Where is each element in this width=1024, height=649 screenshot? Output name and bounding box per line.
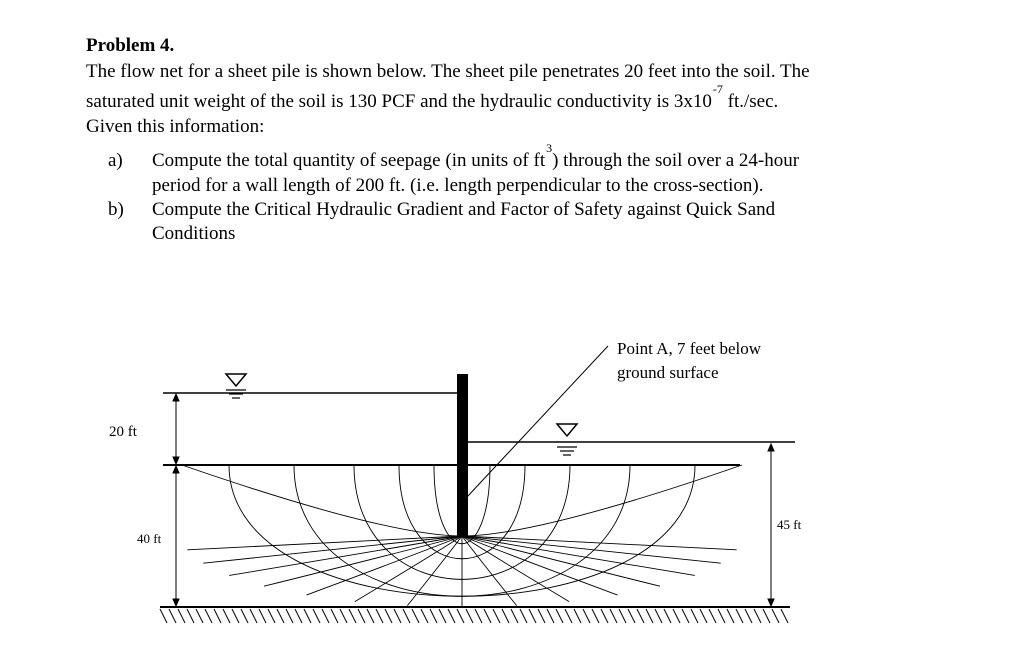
question-a-line-2: period for a wall length of 200 ft. (i.e. length perpendicular to the cross-section). xyxy=(152,175,764,196)
hatch-line xyxy=(322,609,329,623)
dim-label-45ft: 45 ft xyxy=(777,517,802,532)
hatch-line xyxy=(493,609,500,623)
hatch-line xyxy=(403,609,410,623)
hatch-line xyxy=(385,609,392,623)
base-hatching xyxy=(160,609,788,623)
hatch-line xyxy=(430,609,437,623)
hatch-line xyxy=(709,609,716,623)
hatch-line xyxy=(718,609,725,623)
problem-title: Problem 4. xyxy=(86,35,175,56)
equipotential-line xyxy=(462,465,742,536)
hatch-line xyxy=(682,609,689,623)
hatch-line xyxy=(781,609,788,623)
question-b-line-1: Compute the Critical Hydraulic Gradient and Factor of Safety against Quick Sand xyxy=(152,199,776,220)
hatch-line xyxy=(232,609,239,623)
dimension-45ft xyxy=(768,444,774,606)
equipotential-line xyxy=(462,536,721,563)
point-a-label-line-1: Point A, 7 feet below xyxy=(617,339,762,358)
cube-exponent: 3 xyxy=(546,141,553,155)
sheet-pile xyxy=(457,374,468,536)
hatch-line xyxy=(547,609,554,623)
hatch-line xyxy=(277,609,284,623)
statement-line-2a: saturated unit weight of the soil is 130 PCF and the hydraulic conductivity is 3x10 xyxy=(86,91,712,112)
statement-line-2b: ft./sec. xyxy=(727,91,779,112)
hatch-line xyxy=(268,609,275,623)
hatch-line xyxy=(187,609,194,623)
dimension-40ft xyxy=(173,466,179,606)
hatch-line xyxy=(592,609,599,623)
hatch-line xyxy=(295,609,302,623)
hatch-line xyxy=(304,609,311,623)
equipotential-line xyxy=(462,536,660,586)
hatch-line xyxy=(736,609,743,623)
hatch-line xyxy=(691,609,698,623)
hatch-line xyxy=(214,609,221,623)
hatch-line xyxy=(565,609,572,623)
question-b-line-2: Conditions xyxy=(152,223,236,244)
question-a-line-1a: Compute the total quantity of seepage (in units of ft xyxy=(152,150,546,171)
hatch-line xyxy=(484,609,491,623)
hatch-line xyxy=(286,609,293,623)
hatch-line xyxy=(466,609,473,623)
hatch-line xyxy=(241,609,248,623)
point-a-leader xyxy=(467,346,608,497)
point-a-label-line-2: ground surface xyxy=(617,363,719,382)
hatch-line xyxy=(358,609,365,623)
hatch-line xyxy=(529,609,536,623)
question-a-label: a) xyxy=(108,150,123,171)
hatch-line xyxy=(340,609,347,623)
hatch-line xyxy=(196,609,203,623)
hatch-line xyxy=(754,609,761,623)
hatch-line xyxy=(475,609,482,623)
hatch-line xyxy=(772,609,779,623)
hatch-line xyxy=(313,609,320,623)
upstream-water-level-icon xyxy=(226,374,246,398)
statement-line-1: The flow net for a sheet pile is shown below. The sheet pile penetrates 20 feet into the soil. The xyxy=(86,61,810,82)
hatch-line xyxy=(439,609,446,623)
hatch-line xyxy=(556,609,563,623)
dimension-20ft xyxy=(173,394,179,464)
hatch-line xyxy=(520,609,527,623)
exponent: -7 xyxy=(712,82,723,96)
dim-label-40ft: 40 ft xyxy=(137,531,162,546)
hatch-line xyxy=(583,609,590,623)
hatch-line xyxy=(349,609,356,623)
hatch-line xyxy=(394,609,401,623)
question-a-line-1b: ) through the soil over a 24-hour xyxy=(552,150,800,171)
hatch-line xyxy=(448,609,455,623)
hatch-line xyxy=(619,609,626,623)
hatch-line xyxy=(250,609,257,623)
hatch-line xyxy=(637,609,644,623)
hatch-line xyxy=(610,609,617,623)
hatch-line xyxy=(223,609,230,623)
hatch-line xyxy=(628,609,635,623)
hatch-line xyxy=(673,609,680,623)
hatch-line xyxy=(169,609,176,623)
equipotential-line xyxy=(182,465,462,536)
hatch-line xyxy=(160,609,167,623)
question-b-label: b) xyxy=(108,199,124,220)
hatch-line xyxy=(574,609,581,623)
hatch-line xyxy=(700,609,707,623)
equipotential-line xyxy=(203,536,462,563)
downstream-water-level-icon xyxy=(557,424,577,455)
hatch-line xyxy=(178,609,185,623)
hatch-line xyxy=(763,609,770,623)
hatch-line xyxy=(646,609,653,623)
hatch-line xyxy=(205,609,212,623)
hatch-line xyxy=(367,609,374,623)
equipotential-line xyxy=(264,536,462,586)
hatch-line xyxy=(745,609,752,623)
hatch-line xyxy=(727,609,734,623)
statement-line-3: Given this information: xyxy=(86,116,265,137)
hatch-line xyxy=(502,609,509,623)
hatch-line xyxy=(664,609,671,623)
dim-label-20ft: 20 ft xyxy=(109,424,137,440)
hatch-line xyxy=(376,609,383,623)
hatch-line xyxy=(331,609,338,623)
hatch-line xyxy=(538,609,545,623)
hatch-line xyxy=(655,609,662,623)
hatch-line xyxy=(511,609,518,623)
hatch-line xyxy=(601,609,608,623)
hatch-line xyxy=(457,609,464,623)
hatch-line xyxy=(259,609,266,623)
hatch-line xyxy=(412,609,419,623)
hatch-line xyxy=(421,609,428,623)
